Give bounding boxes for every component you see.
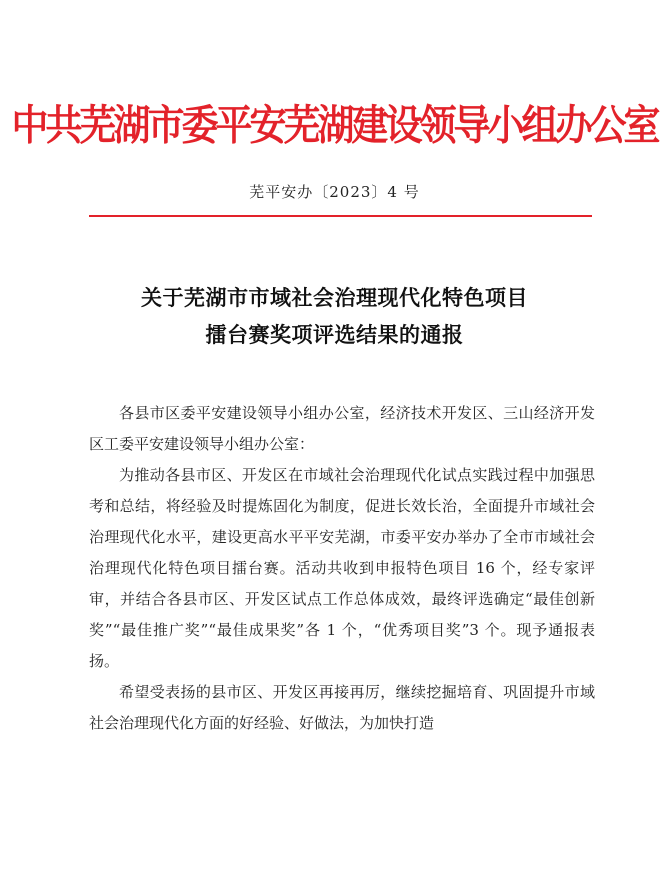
issuing-office-title: 中共芜湖市委平安芜湖建设领导小组办公室 <box>11 100 658 150</box>
document-number: 芜平安办〔2023〕4 号 <box>249 183 420 201</box>
document-title-line-2: 擂台赛奖项评选结果的通报 <box>205 322 464 347</box>
salutation-paragraph: 各县市区委平安建设领导小组办公室，经济技术开发区、三山经济开发区工委平安建设领导小组办公室： <box>89 404 595 453</box>
red-divider-line <box>89 215 592 217</box>
body-paragraph-2: 希望受表扬的县市区、开发区再接再厉，继续挖掘培育、巩固提升市域社会治理现代化方面的好经验、好做法，为加快打造 <box>89 683 595 732</box>
body-paragraph-1: 为推动各县市区、开发区在市域社会治理现代化试点实践过程中加强思考和总结，将经验及时提炼固化为制度，促进长效长治，全面提升市域社会治理现代化水平，建设更高水平平安芜湖，市委平安办举办了全市市域社会治理现代化特色项目擂台赛。活动共收到申报特色项目 16 个，经专家评审，并结合各县市区、开发区试点工作总体成效，最终评选确定“最佳创新奖”“最佳推广奖”“最佳成果奖”各 1 个，“优秀项目奖”3 个。现予通报表扬。 <box>89 466 595 670</box>
document-body <box>89 398 595 739</box>
document-title-line-1: 关于芜湖市市域社会治理现代化特色项目 <box>141 285 528 310</box>
